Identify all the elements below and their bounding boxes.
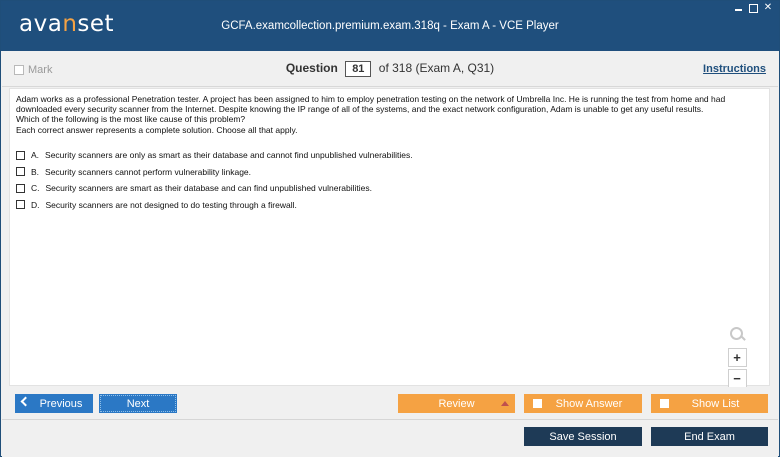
show-list-checkbox[interactable] <box>660 399 669 408</box>
chevron-left-icon <box>21 397 31 407</box>
previous-button[interactable] <box>15 394 93 413</box>
window-title: GCFA.examcollection.premium.exam.318q - Exam A - VCE Player <box>221 20 559 32</box>
zoom-out-button[interactable]: − <box>728 369 747 388</box>
question-indicator <box>2 61 778 77</box>
previous-label: Previous <box>39 397 83 410</box>
question-text <box>16 94 766 135</box>
review-label: Review <box>438 397 475 410</box>
answer-letter: C. <box>31 183 40 194</box>
end-exam-button[interactable]: End Exam <box>651 427 768 446</box>
close-icon[interactable]: ✕ <box>763 2 773 13</box>
question-paragraph-3: Each correct answer represents a complete solution. Choose all that apply. <box>16 124 298 135</box>
answer-option-c[interactable] <box>16 180 413 197</box>
answer-list <box>16 147 413 213</box>
zoom-in-button[interactable]: + <box>728 348 747 367</box>
zoom-tools <box>725 326 749 390</box>
title-bar <box>1 1 779 51</box>
answer-checkbox[interactable] <box>16 151 25 160</box>
answer-text: Security scanners are only as smart as their database and cannot find unpublished vulnerabilities. <box>45 150 413 161</box>
answer-checkbox[interactable] <box>16 200 25 209</box>
triangle-up-icon <box>501 401 509 406</box>
logo-text-post: set <box>77 11 115 37</box>
question-paragraph-1: Adam works as a professional Penetration tester. A project has been assigned to him to employ penetration testing on the network of Umbrella Inc. He is running the test from home and had downloaded every security scanner from the Internet. Despite knowing the IP range of all of the systems, and the exact network configuration, Adam is unable to get any useful results. <box>16 94 726 115</box>
answer-checkbox[interactable] <box>16 167 25 176</box>
mark-label: Mark <box>28 64 53 76</box>
instructions-link[interactable]: Instructions <box>703 63 766 75</box>
question-bar <box>2 51 778 87</box>
maximize-icon[interactable] <box>748 3 758 13</box>
answer-option-b[interactable] <box>16 164 413 181</box>
minimize-icon[interactable] <box>733 3 743 13</box>
question-number-field[interactable]: 81 <box>345 61 371 77</box>
logo-text-accent: n <box>62 11 78 37</box>
answer-letter: A. <box>31 150 40 161</box>
show-list-label: Show List <box>691 397 740 410</box>
show-answer-checkbox[interactable] <box>533 399 542 408</box>
show-answer-button[interactable] <box>524 394 642 413</box>
question-count: of 318 (Exam A, Q31) <box>378 61 495 75</box>
question-panel <box>9 88 770 386</box>
answer-letter: D. <box>31 199 40 210</box>
answer-text: Security scanners are not designed to do testing through a firewall. <box>45 199 297 210</box>
bottom-toolbar <box>2 387 778 457</box>
review-button[interactable] <box>398 394 515 413</box>
search-icon[interactable] <box>727 326 747 344</box>
answer-text: Security scanners are smart as their database and can find unpublished vulnerabilities. <box>45 183 372 194</box>
answer-text: Security scanners cannot perform vulnerability linkage. <box>45 166 252 177</box>
window-controls <box>733 3 773 13</box>
logo-text-pre: ava <box>19 11 63 37</box>
show-answer-label: Show Answer <box>555 397 623 410</box>
show-list-button[interactable] <box>651 394 768 413</box>
answer-letter: B. <box>31 166 40 177</box>
toolbar-divider <box>2 419 778 420</box>
answer-option-a[interactable] <box>16 147 413 164</box>
save-session-button[interactable]: Save Session <box>524 427 642 446</box>
answer-option-d[interactable] <box>16 197 413 214</box>
next-button[interactable]: Next <box>99 394 177 413</box>
answer-checkbox[interactable] <box>16 184 25 193</box>
question-paragraph-2: Which of the following is the most like cause of this problem? <box>16 114 246 125</box>
question-label: Question <box>285 61 338 75</box>
